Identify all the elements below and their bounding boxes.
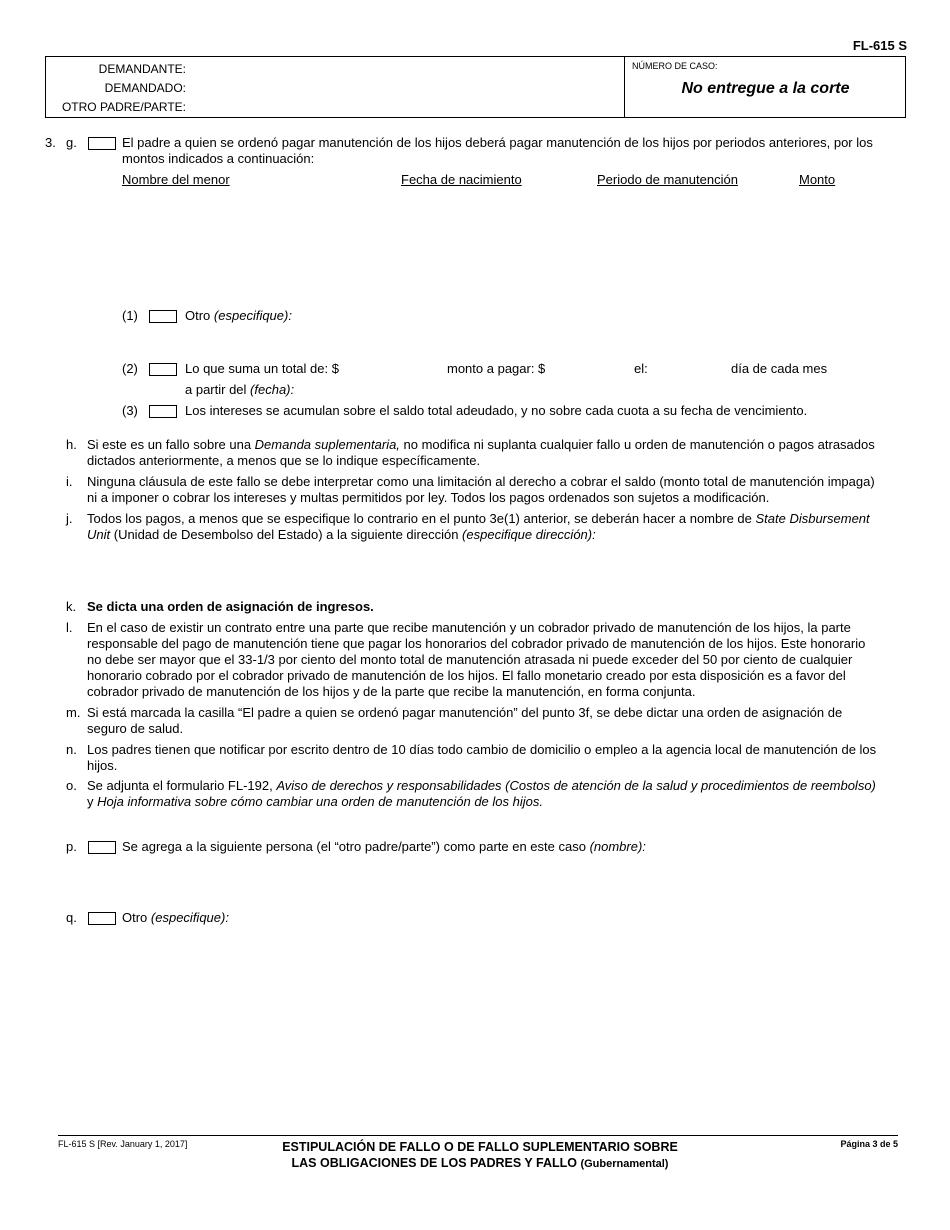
item-l-text: En el caso de existir un contrato entre una parte que recibe manutención y un cobrador privado de manutención de los hijos, la parte responsable del pago de manutención tiene que pagar los honorarios del cobrador privado de manutención de los hijos. Este honorario no debe ser mayor que el 33-1/3 por ciento del monto total de manutención atrasada ni puede exceder del 50 por ciento de cualquier honorario cobrado por el cobrador privado de manutención de los hijos. El fallo monetario creado por esta disposición es a favor del cobrador privado de manutención de los hijos y de la parte que recibe la manutención, en forma conjunta. [87,620,866,699]
sub-2-on-label: el: [634,361,648,376]
item-j-text-a: Todos los pagos, a menos que se especifique lo contrario en el punto 3e(1) anterior, se deberán hacer a nombre de [87,511,756,526]
item-h-text [87,437,877,469]
item-p-label: Se agrega a la siguiente persona (el “otro padre/parte”) como parte en este caso [122,839,590,854]
sub-3-text: Los intereses se acumulan sobre el saldo total adeudado, y no sobre cada cuota a su fecha de vencimiento. [185,403,808,418]
plaintiff-label: DEMANDANTE: [98,62,186,76]
item-h-text-b: Demanda suplementaria, [254,437,400,452]
sub-1-number: (1) [122,308,138,323]
checkbox-3g[interactable] [88,137,116,150]
item-j-text [87,511,877,543]
checkbox-3g-2[interactable] [149,363,177,376]
item-letter-k: k. [66,599,77,614]
item-j-text-b: State Disbursement Unit [87,511,870,542]
item-number: 3. [45,135,56,150]
item-q-label: Otro [122,910,151,925]
item-h-text-a: Si este es un fallo sobre una [87,437,255,452]
case-number-value: No entregue a la corte [681,80,850,97]
item-o-text [87,778,877,810]
sub-1-hint: (especifique): [213,308,292,323]
item-letter-h: h. [66,437,77,452]
item-k-text: Se dicta una orden de asignación de ingresos. [87,599,374,614]
footer-title-line2-main: LAS OBLIGACIONES DE LOS PADRES Y FALLO [291,1156,577,1170]
sub-2-from-line [185,382,294,398]
case-number-label: NÚMERO DE CASO: [632,61,718,71]
column-child-name: Nombre del menor [122,172,230,187]
item-p-text [122,839,892,855]
case-number-cell [624,57,906,117]
sub-1-text [185,308,292,324]
sub-2-total-label: Lo que suma un total de: $ [185,361,339,376]
item-3g-text: El padre a quien se ordenó pagar manutención de los hijos deberá pagar manutención de los hijos por periodos anteriores, por los montos indicados a continuación: [122,135,873,166]
form-number: FL-615 S [852,38,907,53]
item-j-text-d: (especifique dirección): [462,527,596,542]
item-p-hint: (nombre): [589,839,646,854]
footer-rule [58,1135,898,1136]
item-q-text [122,910,229,926]
checkbox-3g-3[interactable] [149,405,177,418]
item-letter-q: q. [66,910,77,925]
sub-2-from-label: a partir del [185,382,247,397]
footer-revision: FL-615 S [Rev. January 1, 2017] [58,1139,188,1149]
other-parent-label: OTRO PADRE/PARTE: [61,100,186,114]
sub-2-number: (2) [122,361,138,376]
item-letter-o: o. [66,778,77,793]
footer-title [200,1139,760,1172]
footer-title-line1: ESTIPULACIÓN DE FALLO O DE FALLO SUPLEMENTARIO SOBRE [282,1140,678,1154]
column-support-period: Periodo de manutención [597,172,738,187]
item-j-text-c: (Unidad de Desembolso del Estado) a la siguiente dirección [110,527,463,542]
item-letter-i: i. [66,474,73,489]
column-amount: Monto [799,172,836,187]
sub-2-pay-label: monto a pagar: $ [447,361,546,376]
respondent-label: DEMANDADO: [104,81,186,95]
column-birth-date: Fecha de nacimiento [401,172,522,187]
sub-2-from-hint: (fecha): [250,382,295,397]
sub-1-label: Otro [185,308,211,323]
item-n-text: Los padres tienen que notificar por escrito dentro de 10 días todo cambio de domicilio o empleo a la agencia local de manutención de los hijos. [87,742,877,773]
sub-3-number: (3) [122,403,138,418]
checkbox-q[interactable] [88,912,116,925]
sub-2-day-label: día de cada mes [731,361,828,376]
item-letter-j: j. [66,511,73,526]
checkbox-p[interactable] [88,841,116,854]
checkbox-3g-1[interactable] [149,310,177,323]
item-letter-g: g. [66,135,77,150]
item-o-text-a: Se adjunta el formulario FL-192, [87,778,277,793]
item-letter-p: p. [66,839,77,854]
item-h-text-c: no modifica ni suplanta cualquier fallo u orden de manutención o pagos atrasados dictados anteriormente, a menos que se lo indique específicamente. [87,437,875,468]
item-o-text-d: Hoja informativa sobre cómo cambiar una orden de manutención de los hijos. [97,794,543,809]
item-o-text-b: Aviso de derechos y responsabilidades (Costos de atención de la salud y procedimientos de reembolso) [276,778,876,793]
item-letter-n: n. [66,742,77,757]
footer-title-line2 [200,1155,760,1172]
item-i-text: Ninguna cláusula de este fallo se debe interpretar como una limitación al derecho a cobrar el saldo (monto total de manutención impaga) ni a imponer o cobrar los intereses y multas permitidos por ley. Todos los pagos ordenados son sujetos a modificación. [87,474,875,505]
item-m-text: Si está marcada la casilla “El padre a quien se ordenó pagar manutención” del punto 3f, se debe dictar una orden de asignación de seguro de salud. [87,705,843,736]
item-q-hint: (especifique): [150,910,229,925]
footer-page-number: Página 3 de 5 [840,1139,898,1149]
item-letter-l: l. [66,620,73,635]
caption-box [45,56,906,118]
item-letter-m: m. [66,705,81,720]
item-o-text-c: y [87,794,98,809]
footer-title-suffix: (Gubernamental) [580,1158,669,1170]
